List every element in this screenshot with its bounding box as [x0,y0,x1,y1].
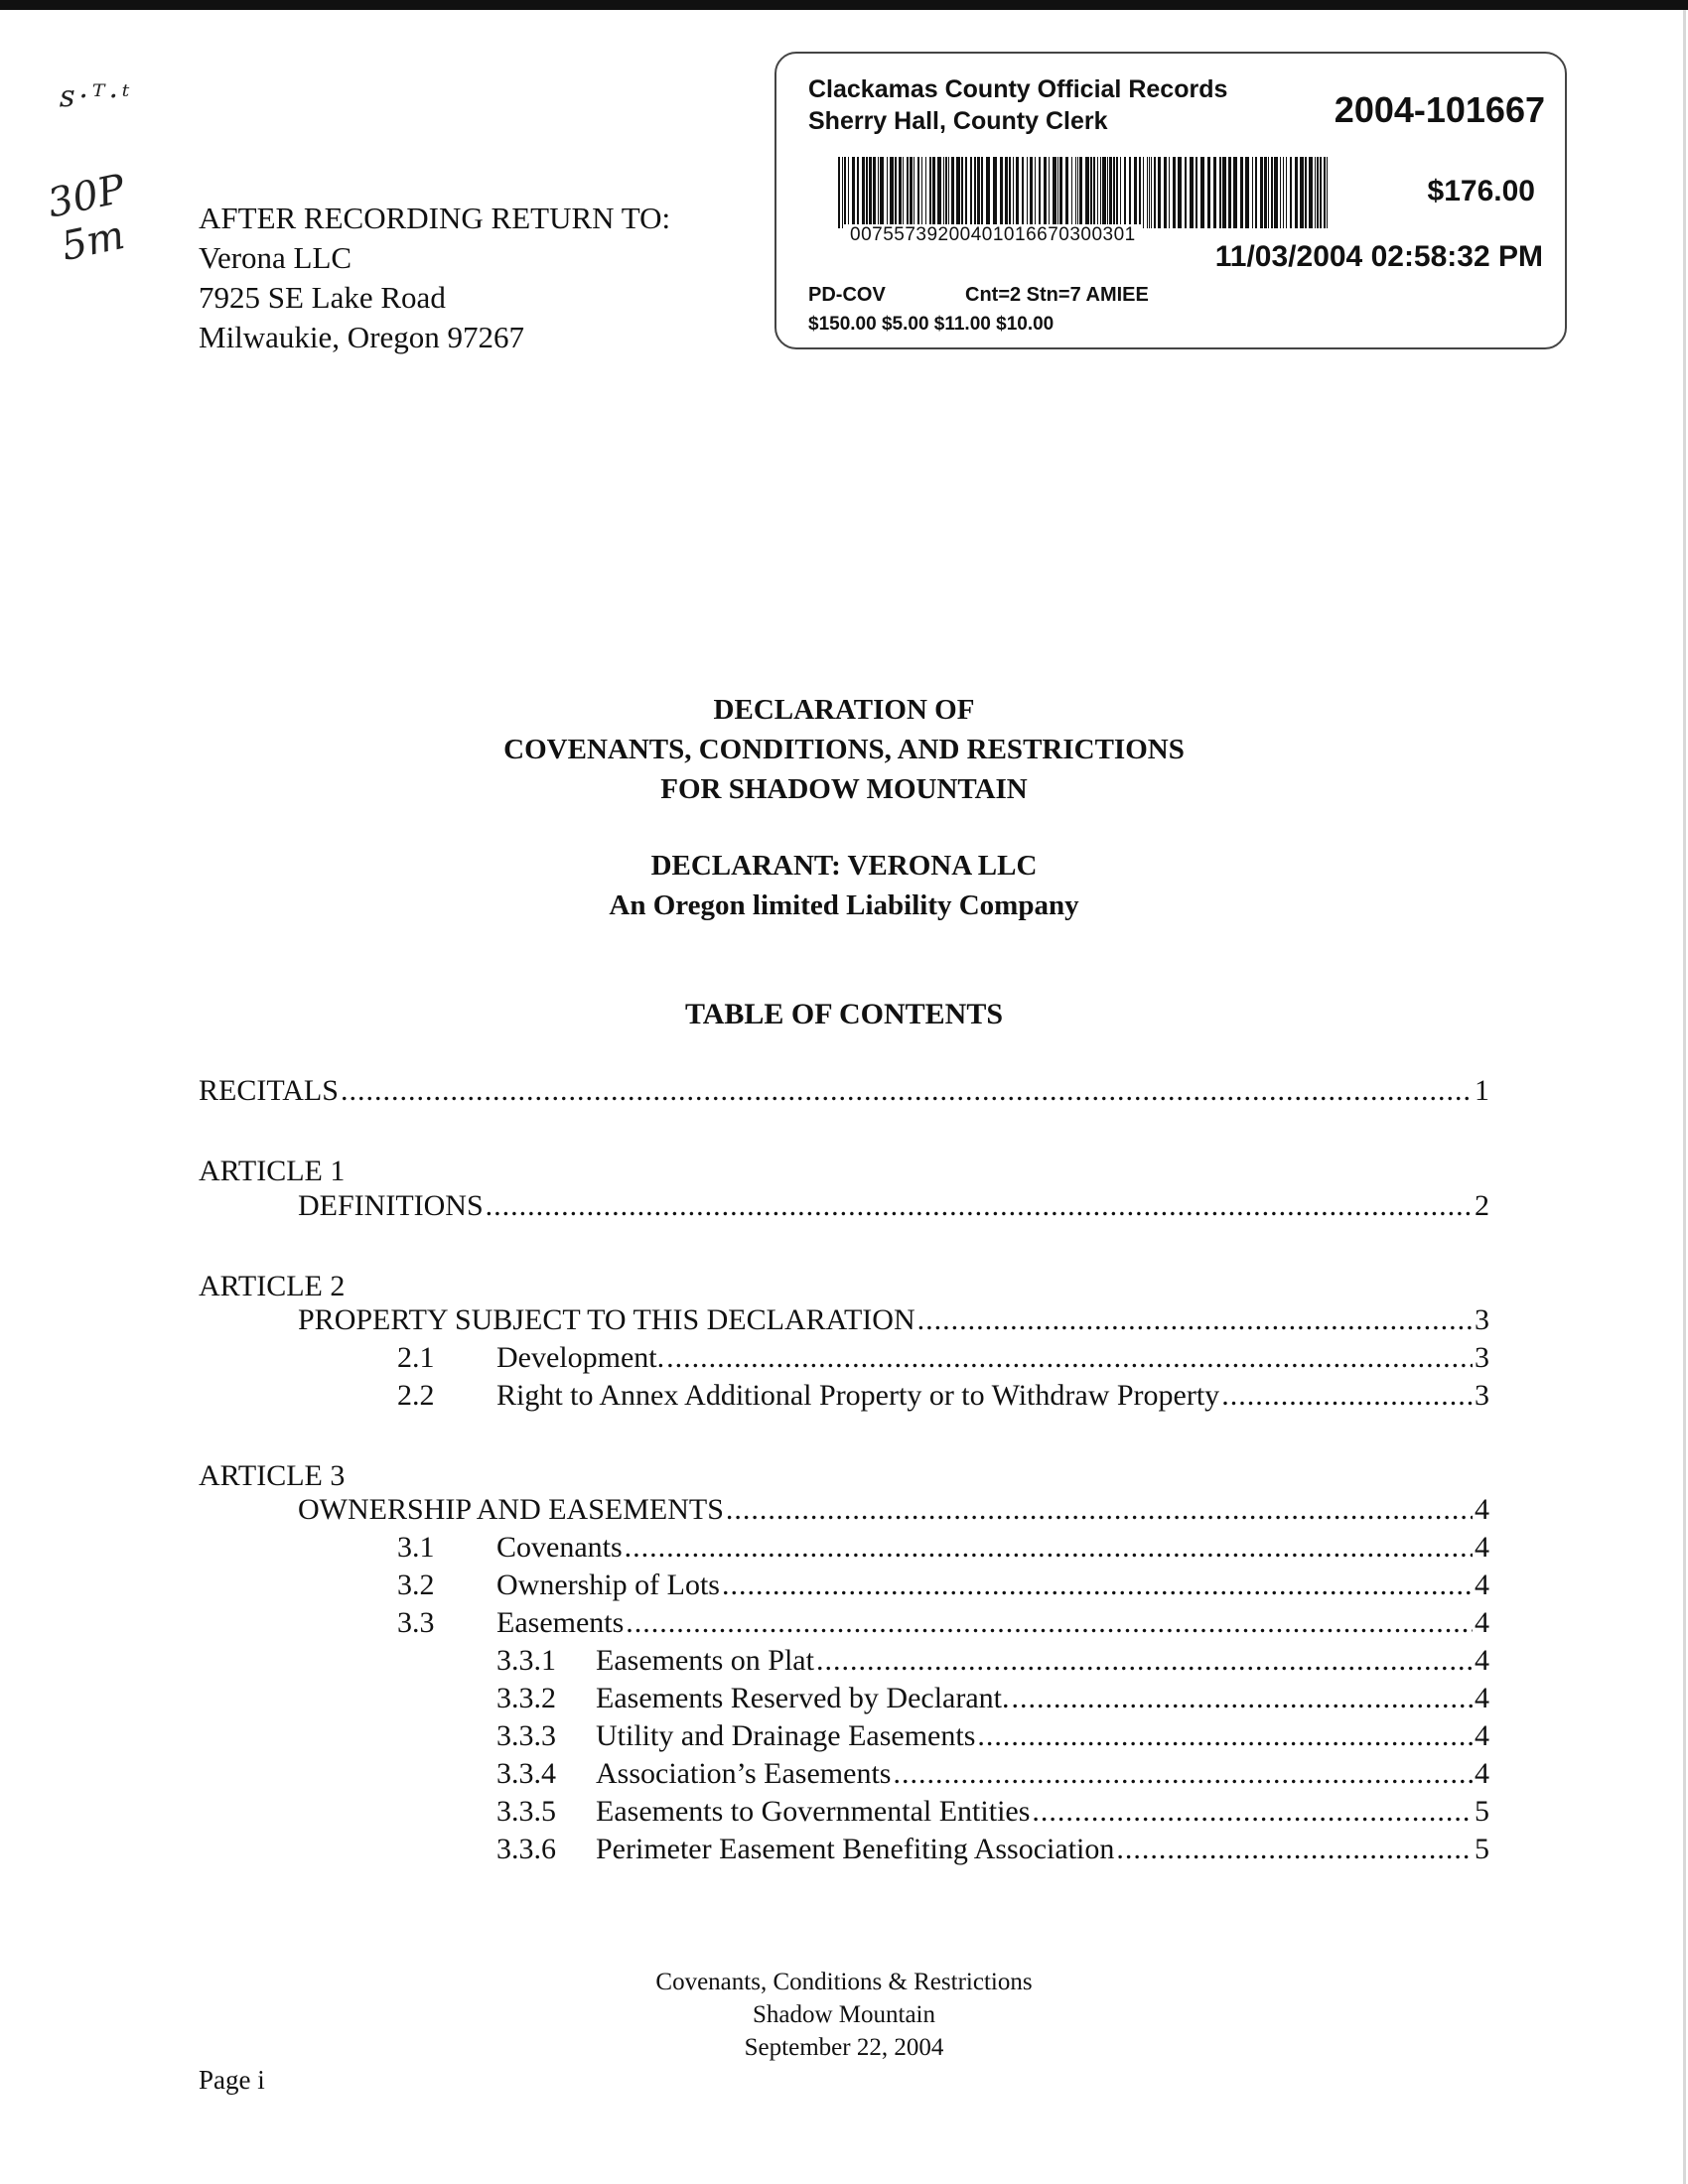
barcode-bar [1120,157,1121,228]
stamp-counts: Cnt=2 Stn=7 AMIEE [965,284,1149,306]
declarant-line-2: An Oregon limited Liability Company [609,889,1079,921]
page-number: Page i [199,2065,265,2095]
barcode-bar [1065,157,1068,228]
declarant-block [0,846,1688,925]
barcode-bar [1102,157,1106,228]
barcode-bar [852,157,855,228]
toc-title: RECITALS [199,1074,339,1107]
footer-line-2: Shadow Mountain [752,2001,936,2028]
barcode-bar [1317,157,1319,228]
barcode-bar [1233,157,1237,228]
barcode-bar [1005,157,1008,228]
page-footer [0,1966,1688,2064]
toc-number: 3.2 [397,1569,435,1601]
barcode-bar [981,157,983,228]
barcode-bar [1053,157,1056,228]
handwritten-mark: ꜱ·ᵀ·ᵗ [60,79,134,114]
barcode-bar [1274,157,1278,228]
toc-page: 4 [1475,1719,1489,1752]
barcode-bar [866,157,868,228]
toc-entry-2-1[interactable] [397,1339,1489,1377]
barcode-bar [977,157,980,228]
toc-leader [1032,1793,1473,1831]
toc-number: 3.3.6 [496,1833,556,1865]
barcode-bar [1240,157,1243,228]
barcode-bar [1173,157,1176,228]
toc-page: 4 [1475,1644,1489,1677]
toc-title: Association’s Easements [596,1757,892,1790]
toc-title: Right to Annex Additional Property or to Withdraw Property [496,1379,1220,1412]
barcode-bar [1000,157,1003,228]
barcode-bar [1147,157,1148,228]
barcode-bar [1200,157,1204,228]
barcode-bar [1185,157,1187,228]
toc-leader [816,1642,1473,1680]
barcode-bar [1315,157,1316,228]
barcode-bar [1057,157,1058,228]
barcode-bar [1134,157,1137,228]
barcode-bar [838,157,840,228]
barcode-bar [1093,157,1095,228]
barcode-bar [1109,157,1112,228]
barcode-bar [945,157,947,228]
barcode-bar [1196,157,1197,228]
barcode-bar [844,157,846,228]
toc-leader [722,1567,1473,1604]
barcode-bar [887,157,888,228]
barcode-bar [1149,157,1150,228]
handwritten-notation [40,79,189,278]
toc-number: 2.1 [397,1341,435,1374]
barcode-bar [970,157,972,228]
barcode-bar [910,157,913,228]
barcode-bar [878,157,879,228]
toc-page: 4 [1475,1606,1489,1639]
barcode-bar [1264,157,1267,228]
toc-page: 4 [1475,1682,1489,1714]
toc-entry-3-3-1[interactable] [496,1642,1489,1680]
toc-page: 1 [1475,1074,1489,1107]
barcode-bar [1219,157,1221,228]
toc-leader [486,1187,1473,1225]
barcode-bar [965,157,967,228]
return-address-block [199,199,670,357]
barcode-bar [1178,157,1182,228]
barcode-bar [842,157,843,228]
barcode-bar [880,157,884,228]
toc-entry-3-3-5[interactable] [496,1793,1489,1831]
barcode-bar [1290,157,1292,228]
barcode-bar [1090,157,1092,228]
barcode-bar [1286,157,1287,228]
stamp-clerk: Sherry Hall, County Clerk [808,107,1108,135]
toc-title: Easements Reserved by Declarant. [596,1682,1010,1714]
barcode-bar [1271,157,1273,228]
document-title [0,690,1688,809]
toc-title: Development. [496,1341,665,1374]
toc-page: 3 [1475,1379,1489,1412]
barcode-bar [1213,157,1216,228]
barcode-bar [1268,157,1269,228]
barcode-bar [951,157,954,228]
barcode-bar [1049,157,1050,228]
recording-stamp [774,52,1567,349]
barcode-bar [1309,157,1313,228]
toc-leader [726,1491,1473,1529]
toc-page: 4 [1475,1757,1489,1790]
toc-title: Easements on Plat [596,1644,814,1677]
toc-heading: TABLE OF CONTENTS [684,998,1004,1030]
barcode-bar [1327,157,1328,228]
declarant-line-1: DECLARANT: VERONA LLC [650,850,1038,882]
barcode-bar [1252,157,1253,228]
toc-title: Covenants [496,1531,623,1564]
barcode-bar [1283,157,1284,228]
barcode-bar [1169,157,1170,228]
toc-title: OWNERSHIP AND EASEMENTS [298,1493,724,1526]
toc-number: 3.3 [397,1606,435,1639]
barcode-bar [862,157,865,228]
barcode-bar [1154,157,1156,228]
barcode-bar [1207,157,1210,228]
toc-title: DEFINITIONS [298,1189,484,1222]
barcode-bar [1260,157,1263,228]
toc-entry-3-3-6[interactable] [496,1831,1489,1868]
barcode-bar [932,157,935,228]
barcode-bar [1151,157,1152,228]
return-heading: AFTER RECORDING RETURN TO: [199,201,671,235]
toc-entry-3-1[interactable] [397,1529,1489,1567]
barcode-bar [948,157,949,228]
stamp-barcode-number: 00755739200401016670300301 [844,224,1142,246]
footer-line-3: September 22, 2004 [744,2034,944,2061]
barcode-bar [1097,157,1098,228]
barcode-bar [899,157,902,228]
barcode-bar [903,157,904,228]
barcode-bar [986,157,990,228]
barcode-bar [1245,157,1249,228]
barcode-bar [1320,157,1322,228]
barcode-bar [1071,157,1072,228]
barcode-bar [1009,157,1011,228]
title-line-2: COVENANTS, CONDITIONS, AND RESTRICTIONS [503,734,1185,765]
toc-page: 4 [1475,1493,1489,1526]
barcode-bar [1039,157,1041,228]
scan-top-edge [0,0,1688,10]
toc-entry-3-3-4[interactable] [496,1755,1489,1793]
barcode-bar [1100,157,1101,228]
toc-leader [666,1339,1473,1377]
barcode-bar [848,157,849,228]
barcode-bar [1022,157,1024,228]
stamp-code: PD-COV [808,284,886,306]
barcode-bar [956,157,960,228]
barcode-bar [907,157,909,228]
toc-title: Easements to Governmental Entities [596,1795,1031,1828]
barcode-bar [921,157,922,228]
toc-page: 4 [1475,1531,1489,1564]
toc-entry-2-2[interactable] [397,1377,1489,1415]
stamp-amount: $176.00 [1427,175,1535,207]
toc-number: 3.3.3 [496,1719,556,1752]
barcode-bar [1030,157,1033,228]
toc-leader [625,1529,1473,1567]
handwritten-line-1: 30P [44,166,129,227]
toc-title: Perimeter Easement Benefiting Association [596,1833,1115,1865]
barcode-bar [1300,157,1304,228]
stamp-timestamp: 11/03/2004 02:58:32 PM [1214,240,1543,273]
toc-page: 3 [1475,1341,1489,1374]
toc-leader [1012,1680,1474,1717]
barcode-bar [943,157,944,228]
return-street: 7925 SE Lake Road [199,280,446,315]
barcode-bar [1013,157,1014,228]
toc-leader [893,1755,1473,1793]
barcode-bar [925,157,926,228]
toc-entry-article-2[interactable] [298,1301,1489,1339]
toc-entry-article-3[interactable] [298,1491,1489,1529]
title-line-1: DECLARATION OF [713,694,975,726]
barcode-bar [1035,157,1036,228]
toc-article-label: ARTICLE 3 [199,1459,346,1492]
stamp-doc-number: 2004-101667 [1334,89,1545,130]
title-line-3: FOR SHADOW MOUNTAIN [660,773,1028,805]
toc-leader [341,1072,1473,1110]
barcode-bar [1305,157,1307,228]
barcode-bar [961,157,963,228]
barcode-bar [1228,157,1231,228]
toc-entry-3-3-2[interactable] [496,1680,1489,1717]
toc-leader [977,1717,1473,1755]
toc-title: Ownership of Lots [496,1569,720,1601]
barcode-bar [1255,157,1257,228]
stamp-fees: $150.00 $5.00 $11.00 $10.00 [808,314,1055,335]
toc-number: 3.1 [397,1531,435,1564]
toc-leader [917,1301,1473,1339]
barcode-bar [917,157,919,228]
barcode-bar [873,157,876,228]
barcode-bar [929,157,931,228]
barcode-bar [1295,157,1298,228]
barcode-bar [1222,157,1226,228]
toc-number: 3.3.5 [496,1795,556,1828]
barcode-bar [1324,157,1326,228]
stamp-office: Clackamas County Official Records [808,75,1228,103]
toc-number: 2.2 [397,1379,435,1412]
toc-entry-article-1[interactable] [298,1187,1489,1225]
barcode-bar [1129,157,1131,228]
barcode-bar [869,157,872,228]
footer-line-1: Covenants, Conditions & Restrictions [655,1969,1033,1995]
handwritten-line-2: 5m [57,211,129,271]
toc-leader [1116,1831,1473,1868]
toc-number: 3.3.2 [496,1682,556,1714]
toc-number: 3.3.4 [496,1757,556,1790]
toc-entry-recitals[interactable] [199,1072,1489,1110]
barcode-bar [1085,157,1089,228]
barcode-bar [1075,157,1076,228]
barcode-bar [1079,157,1082,228]
barcode-bar [1044,157,1047,228]
barcode-bar [1158,157,1161,228]
toc-entry-3-2[interactable] [397,1567,1489,1604]
barcode-bar [1016,157,1019,228]
toc-page: 5 [1475,1795,1489,1828]
toc-article-label: ARTICLE 2 [199,1270,346,1302]
barcode-bar [1027,157,1028,228]
toc-article-label: ARTICLE 1 [199,1155,346,1187]
barcode-bar [1190,157,1194,228]
toc-entry-3-3-3[interactable] [496,1717,1489,1755]
barcode-bar [1077,157,1078,228]
toc-entry-3-3[interactable] [397,1604,1489,1642]
barcode-bar [895,157,897,228]
barcode-bar [890,157,894,228]
toc-title: PROPERTY SUBJECT TO THIS DECLARATION [298,1303,915,1336]
return-name: Verona LLC [199,240,352,275]
barcode-bar [1107,157,1108,228]
barcode-bar [1280,157,1281,228]
barcode-bar [1164,157,1167,228]
toc-number: 3.3.1 [496,1644,556,1677]
barcode-bar [1059,157,1062,228]
toc-leader [626,1604,1473,1642]
barcode-bar [1113,157,1115,228]
barcode-bar [1116,157,1118,228]
toc-title: Easements [496,1606,625,1639]
barcode-bar [1139,157,1141,228]
barcode-bar [1124,157,1126,228]
toc-page: 4 [1475,1569,1489,1601]
toc-leader [1221,1377,1473,1415]
barcode-bar [937,157,941,228]
barcode-bar [993,157,997,228]
toc-page: 2 [1475,1189,1489,1222]
toc-title: Utility and Drainage Easements [596,1719,976,1752]
barcode-bar [974,157,976,228]
return-city: Milwaukie, Oregon 97267 [199,320,525,354]
toc-page: 5 [1475,1833,1489,1865]
toc-page: 3 [1475,1303,1489,1336]
scan-right-edge [1683,10,1686,2184]
barcode-bar [1143,157,1144,228]
barcode-bar [857,157,859,228]
